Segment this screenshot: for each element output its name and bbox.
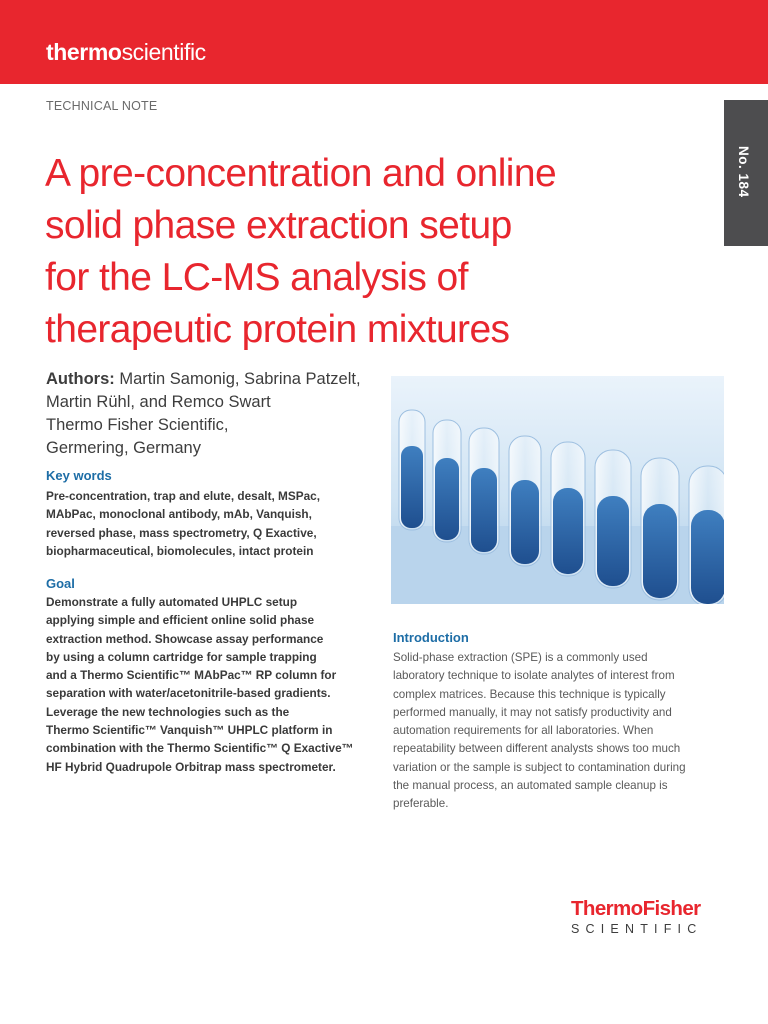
keywords-heading: Key words xyxy=(46,468,112,483)
keywords-line: reversed phase, mass spectrometry, Q Exactive, xyxy=(46,525,317,540)
note-number: No. 184 xyxy=(736,146,751,198)
introduction-line: laboratory technique to isolate analytes of interest from xyxy=(393,669,675,683)
document-type-label: TECHNICAL NOTE xyxy=(46,99,158,113)
location-line: Germering, Germany xyxy=(46,439,201,457)
introduction-line: preferable. xyxy=(393,797,449,811)
goal-heading: Goal xyxy=(46,576,75,591)
goal-line: and a Thermo Scientific™ MAbPac™ RP column for xyxy=(46,668,337,683)
title-line: for the LC-MS analysis of xyxy=(45,256,468,299)
authors-block xyxy=(46,368,386,460)
authors-line: Martin Rühl, and Remco Swart xyxy=(46,393,271,411)
goal-line: HF Hybrid Quadrupole Orbitrap mass spectrometer. xyxy=(46,759,336,774)
logo-subtitle: SCIENTIFIC xyxy=(571,922,703,936)
page-title xyxy=(45,148,685,356)
introduction-line: performed manually, it may not satisfy productivity and xyxy=(393,705,672,719)
test-tubes-illustration xyxy=(391,376,724,604)
goal-line: extraction method. Showcase assay performance xyxy=(46,631,324,646)
introduction-text xyxy=(393,649,723,814)
title-line: solid phase extraction setup xyxy=(45,204,512,247)
affiliation-line: Thermo Fisher Scientific, xyxy=(46,416,229,434)
thermofisher-logo xyxy=(571,898,731,937)
keywords-line: biopharmaceutical, biomolecules, intact protein xyxy=(46,543,314,558)
brand-logo: thermoscientific xyxy=(46,39,206,65)
title-line: therapeutic protein mixtures xyxy=(45,308,510,351)
keywords-text xyxy=(46,487,376,560)
introduction-line: complex matrices. Because this technique is typically xyxy=(393,687,666,701)
header-bar xyxy=(0,0,768,84)
authors-line xyxy=(46,368,386,391)
introduction-line: automation requirements for all laboratories. When xyxy=(393,724,654,738)
introduction-line: the manual process, an automated sample cleanup is xyxy=(393,779,668,793)
introduction-line: variation or the sample is subject to contamination during xyxy=(393,760,686,774)
title-line: A pre-concentration and online xyxy=(45,152,557,195)
goal-line: combination with the Thermo Scientific™ Q Exactive™ xyxy=(46,741,354,756)
goal-line: separation with water/acetonitrile-based gradients. xyxy=(46,686,331,701)
goal-line: by using a column cartridge for sample trapping xyxy=(46,649,317,664)
logo-wordmark: ThermoFisher xyxy=(571,897,701,920)
goal-line: applying simple and efficient online solid phase xyxy=(46,613,315,628)
authors-label: Authors: xyxy=(46,370,115,388)
goal-line: Thermo Scientific™ Vanquish™ UHPLC platform in xyxy=(46,723,333,738)
introduction-line: repeatability between different analysts shows too much xyxy=(393,742,681,756)
introduction-line: Solid-phase extraction (SPE) is a commonly used xyxy=(393,651,648,664)
keywords-line: MAbPac, monoclonal antibody, mAb, Vanquish, xyxy=(46,507,312,522)
goal-line: Demonstrate a fully automated UHPLC setup xyxy=(46,595,298,609)
goal-text xyxy=(46,593,386,776)
goal-line: Leverage the new technologies such as the xyxy=(46,704,290,719)
authors-names: Martin Samonig, Sabrina Patzelt, xyxy=(119,370,361,388)
keywords-line: Pre-concentration, trap and elute, desalt, MSPac, xyxy=(46,489,321,503)
test-tubes-photo xyxy=(391,376,724,604)
introduction-heading: Introduction xyxy=(393,630,469,645)
